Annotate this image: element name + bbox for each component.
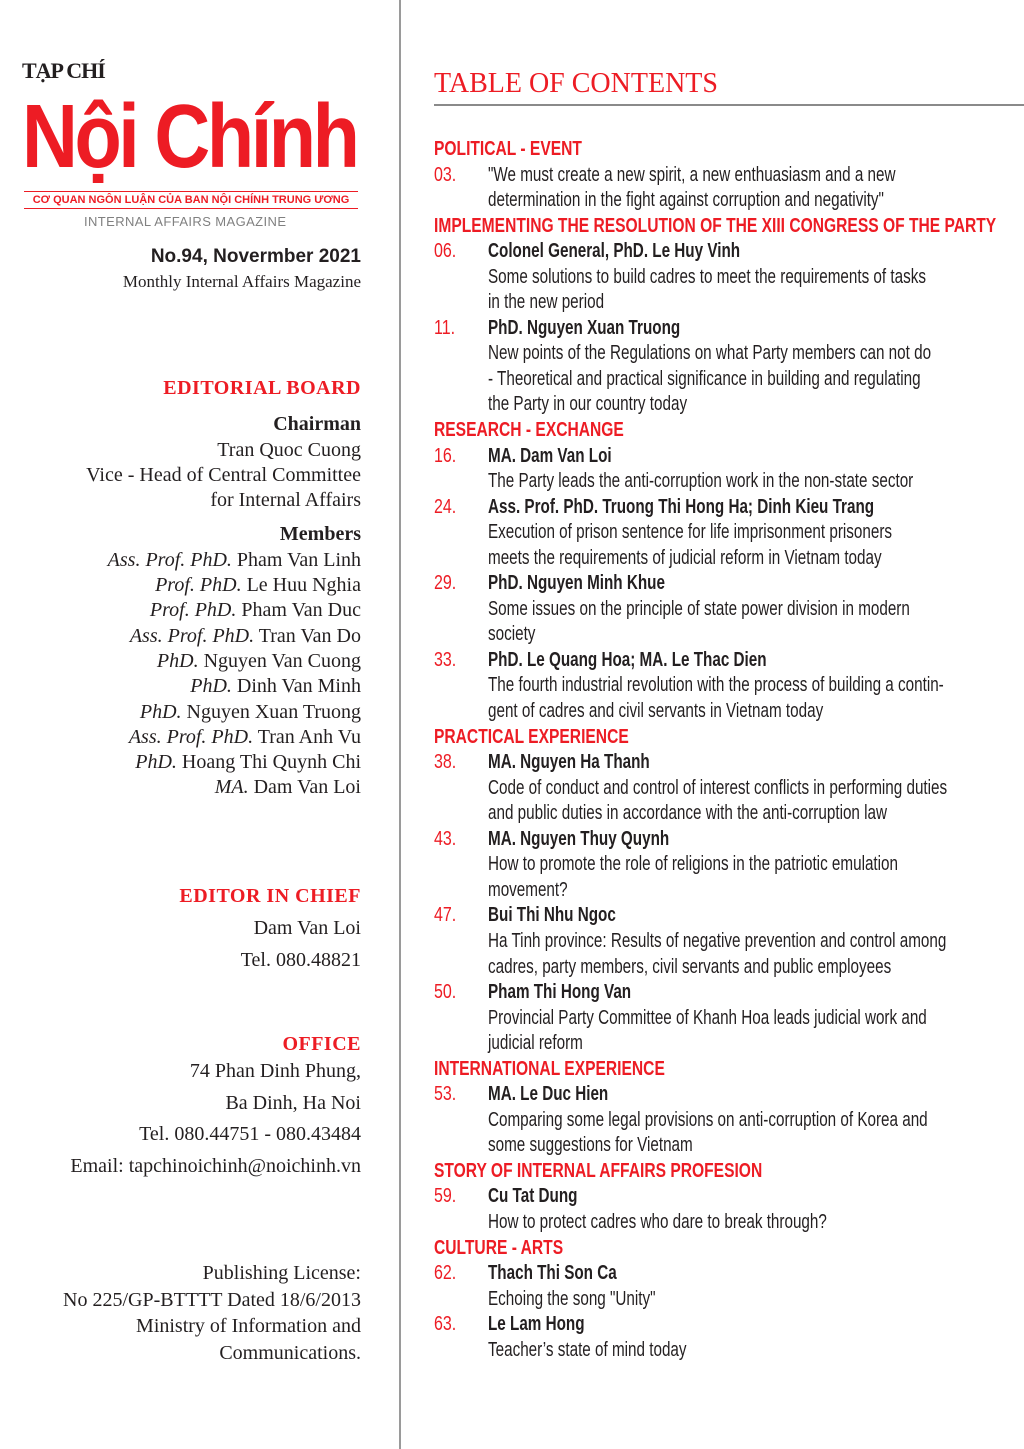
member-name: Tran Van Do xyxy=(258,624,361,647)
magazine-logo: Nội Chính xyxy=(22,87,357,187)
member-name: Nguyen Van Cuong xyxy=(203,649,361,672)
member xyxy=(0,725,361,750)
publishing-license xyxy=(0,1260,361,1366)
chairman-label: Chairman xyxy=(273,413,361,436)
article-title: movement? xyxy=(488,878,568,901)
page-number: 62. xyxy=(434,1262,457,1285)
member-title: PhD. xyxy=(139,700,182,723)
page-number: 47. xyxy=(434,904,457,927)
article-title: The Party leads the anti-corruption work in the non-state sector xyxy=(488,470,914,493)
license-line: No 225/GP-BTTTT Dated 18/6/2013 xyxy=(63,1288,361,1311)
toc-entry-line[interactable] xyxy=(434,163,954,189)
article-title: determination in the fight against corruption and negativity" xyxy=(488,189,884,212)
office-tel: Tel. 080.44751 - 080.43484 xyxy=(139,1123,361,1145)
office xyxy=(0,1032,361,1182)
page-number: 50. xyxy=(434,981,457,1004)
license-line: Publishing License: xyxy=(202,1262,361,1284)
member-name: Pham Van Linh xyxy=(236,548,361,571)
article-title: The fourth industrial revolution with the process of building a contin- xyxy=(488,674,944,697)
toc-entry-line[interactable] xyxy=(434,1082,954,1108)
office-email[interactable]: Email: tapchinoichinh@noichinh.vn xyxy=(70,1154,361,1177)
article-title: How to protect cadres who dare to break through? xyxy=(488,1210,827,1233)
member-title: PhD. xyxy=(156,649,199,672)
editorial-board xyxy=(0,376,361,801)
toc-section xyxy=(434,214,997,240)
toc-entry-line[interactable] xyxy=(434,239,954,265)
member-name: Nguyen Xuan Truong xyxy=(186,700,361,723)
member-name: Pham Van Duc xyxy=(241,599,361,622)
member xyxy=(0,573,361,598)
article-author: MA. Dam Van Loi xyxy=(488,444,612,467)
toc-entry-line[interactable] xyxy=(434,980,954,1006)
toc-entry-line[interactable] xyxy=(434,546,954,572)
article-author: Le Lam Hong xyxy=(488,1313,585,1336)
article-author: Cu Tat Dung xyxy=(488,1185,578,1208)
toc-entry-line[interactable] xyxy=(434,673,954,699)
article-title: the Party in our country today xyxy=(488,393,688,416)
toc-section xyxy=(434,418,954,444)
toc-entry-line[interactable] xyxy=(434,1006,954,1032)
article-author: MA. Le Duc Hien xyxy=(488,1083,609,1106)
toc-entry-line[interactable] xyxy=(434,469,954,495)
toc-entry-line[interactable] xyxy=(434,827,954,853)
toc-entry-line[interactable] xyxy=(434,1287,954,1313)
toc-entry-line[interactable] xyxy=(434,188,954,214)
member xyxy=(0,548,361,573)
article-title: society xyxy=(488,623,536,646)
article-author: Pham Thi Hong Van xyxy=(488,981,632,1004)
toc-entry-line[interactable] xyxy=(434,265,954,291)
office-heading: OFFICE xyxy=(282,1033,361,1055)
table-of-contents xyxy=(434,137,997,1363)
page-number: 43. xyxy=(434,827,457,850)
member-name: Le Huu Nghia xyxy=(246,574,361,597)
article-title: Code of conduct and control of interest conflicts in performing duties xyxy=(488,776,948,799)
article-title: Execution of prison sentence for life imprisonment prisoners xyxy=(488,521,893,544)
editorial-heading: EDITORIAL BOARD xyxy=(163,377,361,399)
chief-tel: Tel. 080.48821 xyxy=(240,948,361,971)
article-author: MA. Nguyen Thuy Quynh xyxy=(488,827,670,850)
article-title: some suggestions for Vietnam xyxy=(488,1134,693,1157)
article-title: Ha Tinh province: Results of negative prevention and control among xyxy=(488,929,947,952)
toc-entry-line[interactable] xyxy=(434,1338,954,1364)
toc-section xyxy=(434,137,954,163)
article-title: New points of the Regulations on what Party members can not do xyxy=(488,342,932,365)
masthead-tagline: CƠ QUAN NGÔN LUẬN CỦA BAN NỘI CHÍNH TRUNG ƯƠNG xyxy=(24,191,358,209)
masthead-english: INTERNAL AFFAIRS MAGAZINE xyxy=(84,214,287,229)
section-heading: RESEARCH - EXCHANGE xyxy=(434,419,624,442)
page-number: 29. xyxy=(434,572,457,595)
column-divider xyxy=(399,0,401,1449)
toc-entry-line[interactable] xyxy=(434,1210,954,1236)
member-title: Prof. PhD. xyxy=(155,574,242,597)
section-heading: IMPLEMENTING THE RESOLUTION OF THE XIII CONGRESS OF THE PARTY xyxy=(434,214,997,237)
article-title: gent of cadres and civil servants in Vietnam today xyxy=(488,700,824,723)
toc-entry-line[interactable] xyxy=(434,648,954,674)
toc-entry-line[interactable] xyxy=(434,955,954,981)
member-title: PhD. xyxy=(135,751,177,774)
toc-entry-line[interactable] xyxy=(434,929,954,955)
license-line: Ministry of Information and xyxy=(136,1315,361,1338)
toc-entry-line[interactable] xyxy=(434,444,954,470)
toc-entry-line[interactable] xyxy=(434,622,954,648)
toc-rule xyxy=(434,104,1024,106)
toc-entry-line[interactable] xyxy=(434,776,954,802)
members-list xyxy=(0,548,361,801)
page-number: 53. xyxy=(434,1083,457,1106)
editor-in-chief xyxy=(0,884,361,973)
toc-entry-line[interactable] xyxy=(434,367,954,393)
article-author: PhD. Nguyen Minh Khue xyxy=(488,572,665,595)
toc-entry-line[interactable] xyxy=(434,520,954,546)
office-address: 74 Phan Dinh Phung, xyxy=(189,1060,361,1082)
page-number: 38. xyxy=(434,751,457,774)
article-title: Teacher’s state of mind today xyxy=(488,1338,687,1361)
page-number: 59. xyxy=(434,1185,457,1208)
toc-entry-line[interactable] xyxy=(434,750,954,776)
article-title: in the new period xyxy=(488,291,605,314)
toc-entry-line[interactable] xyxy=(434,495,954,521)
office-address: Ba Dinh, Ha Noi xyxy=(225,1091,361,1114)
toc-entry-line[interactable] xyxy=(434,1133,954,1159)
toc-section xyxy=(434,1236,954,1262)
section-heading: POLITICAL - EVENT xyxy=(434,138,582,160)
toc-entry-line[interactable] xyxy=(434,571,954,597)
license-line: Communications. xyxy=(219,1341,361,1364)
member-title: Prof. PhD. xyxy=(149,599,237,622)
toc-entry-line[interactable] xyxy=(434,1108,954,1134)
article-title: cadres, party members, civil servants and public employees xyxy=(488,955,892,978)
section-heading: STORY OF INTERNAL AFFAIRS PROFESION xyxy=(434,1159,763,1182)
section-heading: INTERNATIONAL EXPERIENCE xyxy=(434,1057,665,1080)
member-name: Hoang Thi Quynh Chi xyxy=(181,751,361,774)
member-title: Ass. Prof. PhD. xyxy=(129,624,255,647)
member xyxy=(0,598,361,623)
page-number: 33. xyxy=(434,648,457,671)
member xyxy=(0,700,361,725)
member-name: Dinh Van Minh xyxy=(236,675,361,698)
section-heading: CULTURE - ARTS xyxy=(434,1236,564,1259)
page-number: 16. xyxy=(434,444,457,467)
toc-section xyxy=(434,1159,954,1185)
toc-entry-line[interactable] xyxy=(434,878,954,904)
toc-entry-line[interactable] xyxy=(434,699,954,725)
toc-entry-line[interactable] xyxy=(434,392,954,418)
toc-section xyxy=(434,725,954,751)
toc-entry-line[interactable] xyxy=(434,903,954,929)
toc-entry-line[interactable] xyxy=(434,290,954,316)
chief-heading: EDITOR IN CHIEF xyxy=(179,885,361,907)
member xyxy=(0,649,361,674)
article-author: Colonel General, PhD. Le Huy Vinh xyxy=(488,240,741,263)
article-author: Ass. Prof. PhD. Truong Thi Hong Ha; Dinh Kieu Trang xyxy=(488,495,875,518)
chairman-role: for Internal Affairs xyxy=(210,489,361,512)
article-title: - Theoretical and practical significance in building and regulating xyxy=(488,367,921,390)
toc-entry-line[interactable] xyxy=(434,316,954,342)
chief-name: Dam Van Loi xyxy=(253,917,361,940)
article-author: PhD. Nguyen Xuan Truong xyxy=(488,316,681,339)
section-heading: PRACTICAL EXPERIENCE xyxy=(434,725,629,748)
issue-subtitle: Monthly Internal Affairs Magazine xyxy=(122,272,361,291)
issue-number: No.94, Novermber 2021 xyxy=(150,246,361,267)
member xyxy=(0,750,361,775)
article-title: Echoing the song "Unity" xyxy=(488,1287,656,1310)
article-title: "We must create a new spirit, a new enthuasiasm and a new xyxy=(488,163,896,186)
masthead-tapchi: TẠP CHÍ xyxy=(22,58,105,83)
article-title: Some issues on the principle of state power division in modern xyxy=(488,597,910,620)
article-author: PhD. Le Quang Hoa; MA. Le Thac Dien xyxy=(488,648,767,671)
member-name: Dam Van Loi xyxy=(253,776,361,799)
chairman-name: Tran Quoc Cuong xyxy=(217,438,361,461)
toc-entry-line[interactable] xyxy=(434,1031,954,1057)
toc-title: TABLE OF CONTENTS xyxy=(434,68,718,99)
page-number: 11. xyxy=(434,316,456,339)
toc-section xyxy=(434,1057,954,1083)
member-title: Ass. Prof. PhD. xyxy=(107,548,232,571)
member-title: MA. xyxy=(214,776,249,799)
toc-entry-line[interactable] xyxy=(434,852,954,878)
toc-entry-line[interactable] xyxy=(434,1184,954,1210)
page-number: 24. xyxy=(434,495,457,518)
page-number: 03. xyxy=(434,163,457,186)
member-name: Tran Anh Vu xyxy=(257,725,361,748)
toc-entry-line[interactable] xyxy=(434,1312,954,1338)
article-title: Some solutions to build cadres to meet the requirements of tasks xyxy=(488,265,926,288)
toc-entry-line[interactable] xyxy=(434,341,954,367)
chairman-role: Vice - Head of Central Committee xyxy=(86,463,361,486)
article-author: Bui Thi Nhu Ngoc xyxy=(488,904,616,927)
article-author: MA. Nguyen Ha Thanh xyxy=(488,751,650,774)
article-author: Thach Thi Son Ca xyxy=(488,1262,617,1285)
article-title: How to promote the role of religions in the patriotic emulation xyxy=(488,853,899,876)
page-number: 63. xyxy=(434,1313,457,1336)
member-title: Ass. Prof. PhD. xyxy=(128,725,254,748)
article-title: Provincial Party Committee of Khanh Hoa leads judicial work and xyxy=(488,1006,927,1029)
toc-entry-line[interactable] xyxy=(434,1261,954,1287)
member xyxy=(0,674,361,699)
members-label: Members xyxy=(279,523,361,546)
article-title: and public duties in accordance with the anti-corruption law xyxy=(488,802,888,825)
article-title: meets the requirements of judicial reform in Vietnam today xyxy=(488,546,882,569)
page-number: 06. xyxy=(434,240,457,263)
member xyxy=(0,775,361,800)
member-title: PhD. xyxy=(190,675,232,698)
toc-entry-line[interactable] xyxy=(434,801,954,827)
toc-entry-line[interactable] xyxy=(434,597,954,623)
article-title: judicial reform xyxy=(488,1032,583,1055)
member xyxy=(0,624,361,649)
article-title: Comparing some legal provisions on anti-corruption of Korea and xyxy=(488,1108,928,1131)
